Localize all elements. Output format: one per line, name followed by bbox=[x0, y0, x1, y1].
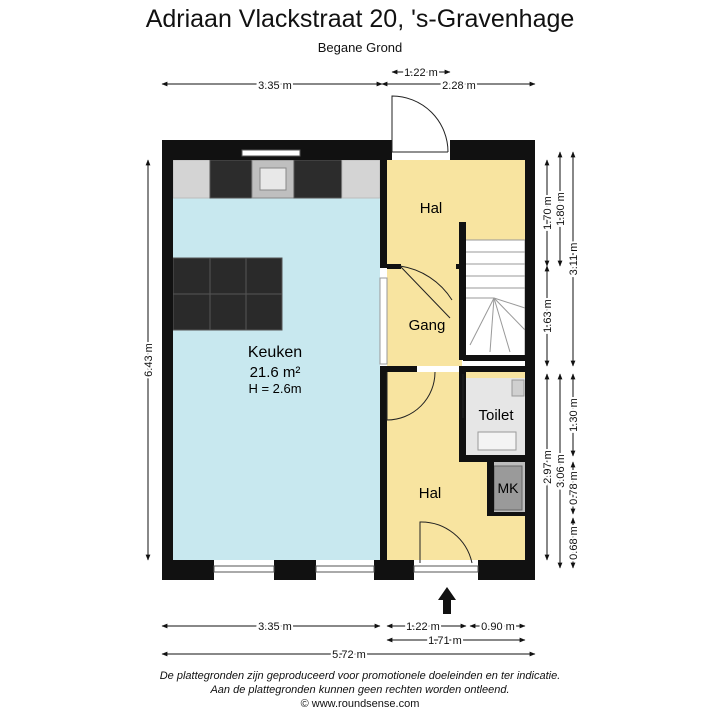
dim-right-d: 1.63 m bbox=[542, 299, 554, 333]
room-height-keuken: H = 2.6m bbox=[248, 381, 302, 396]
footer-copyright: © www.roundsense.com bbox=[300, 698, 420, 710]
kitchen-door-frame bbox=[380, 278, 387, 364]
dim-left-total: 6.43 m bbox=[143, 343, 155, 377]
room-label-keuken: Keuken bbox=[247, 344, 303, 361]
entrance-arrow-icon bbox=[438, 587, 456, 614]
dim-top-right: 2.28 m bbox=[442, 80, 476, 92]
dim-bottom-door: 1.22 m bbox=[406, 621, 440, 633]
dim-right-c: 3.11 m bbox=[568, 242, 580, 276]
dim-right-g: 3.06 m bbox=[555, 454, 567, 488]
room-label-mk: MK bbox=[497, 480, 519, 496]
dim-right-f: 2.97 m bbox=[542, 450, 554, 484]
gang-floor bbox=[387, 266, 462, 366]
room-label-gang: Gang bbox=[408, 317, 446, 334]
room-label-toilet: Toilet bbox=[478, 407, 514, 424]
dim-bottom-mid: 1.71 m bbox=[428, 635, 462, 647]
dim-right-e: 1.30 m bbox=[568, 398, 580, 432]
dim-bottom-right: 0.90 m bbox=[481, 621, 515, 633]
dim-top-left: 3.35 m bbox=[258, 80, 292, 92]
dim-bottom-left: 3.35 m bbox=[258, 621, 292, 633]
dim-right-b: 1.80 m bbox=[555, 192, 567, 226]
room-area-keuken: 21.6 m² bbox=[249, 364, 301, 381]
kitchen-island bbox=[173, 258, 282, 330]
dim-right-h: 0.78 m bbox=[568, 471, 580, 505]
staircase bbox=[463, 240, 525, 361]
dim-top-door: 1.22 m bbox=[404, 67, 438, 79]
floor-subtitle: Begane Grond bbox=[317, 40, 403, 55]
dim-right-i: 0.68 m bbox=[568, 526, 580, 560]
room-label-hal-bottom: Hal bbox=[418, 485, 442, 502]
footer-disclaimer-1: De plattegronden zijn geproduceerd voor promotionele doeleinden en ter indicatie. bbox=[159, 670, 561, 682]
page-title: Adriaan Vlackstraat 20, 's-Gravenhage bbox=[145, 5, 575, 33]
room-label-hal-top: Hal bbox=[419, 200, 443, 217]
footer-disclaimer-2: Aan de plattegronden kunnen geen rechten worden ontleend. bbox=[210, 684, 510, 696]
kitchen-counter bbox=[173, 160, 380, 198]
dim-right-a: 1.70 m bbox=[542, 196, 554, 230]
dim-bottom-total: 5.72 m bbox=[332, 649, 366, 661]
